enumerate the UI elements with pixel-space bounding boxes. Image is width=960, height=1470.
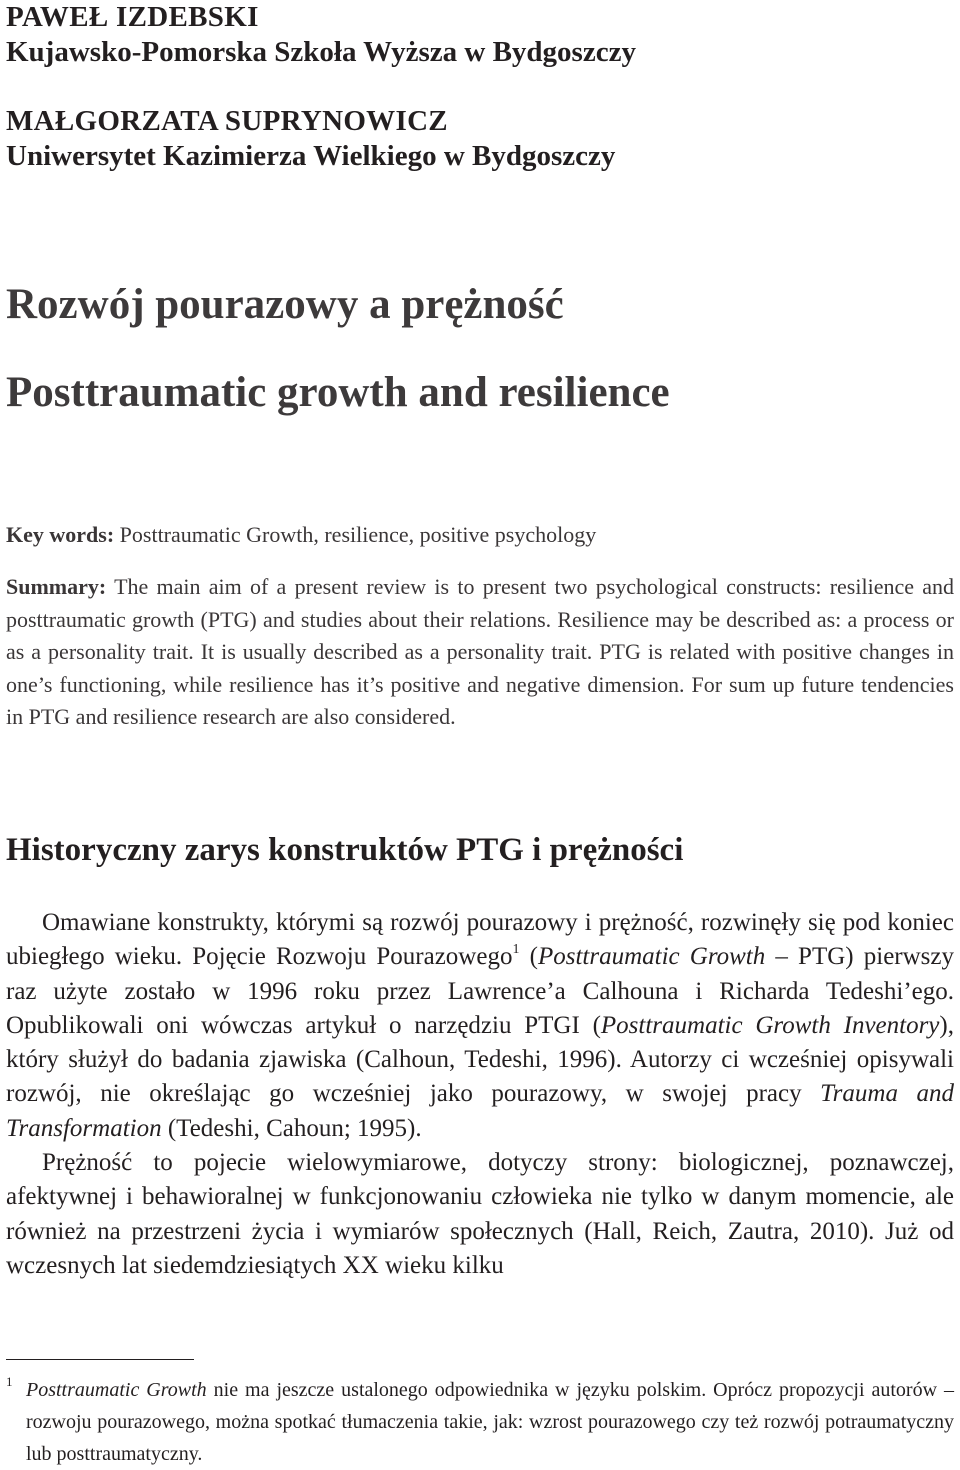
footnote-number: 1 — [6, 1374, 13, 1389]
article-title-polish: Rozwój pourazowy a prężność — [6, 281, 564, 328]
footnote-text: Posttraumatic Growth nie ma jeszcze ustalonego odpowiednika w języku polskim. Oprócz propozycji autorów – rozwoju pourazowego, można spotkać tłumaczenia takie, jak: wzrost pourazowego czy też rozwój potraumatyczny lub posttraumatyczny. — [26, 1379, 954, 1465]
body-text — [6, 906, 954, 1283]
footnote — [6, 1374, 954, 1470]
section-heading: Historyczny zarys konstruktów PTG i prężności — [6, 832, 684, 868]
author-block — [6, 104, 615, 174]
footnote-separator — [6, 1359, 194, 1360]
keywords-label: Key words: — [6, 522, 115, 547]
author-block — [6, 0, 636, 70]
summary: Summary: The main aim of a present review is to present two psychological constructs: resilience and posttraumatic growth (PTG) and studies about their relations. Resilience may be described as: a process or as a personality trait. It is usually described as a personality trait. PTG is related with positive changes in one’s functioning, while resilience has it’s positive and negative dimension. For sum up future tendencies in PTG and resilience research are also considered. — [6, 574, 955, 729]
keywords-text: Posttraumatic Growth, resilience, positive psychology — [119, 522, 597, 547]
footnote-reference[interactable]: 1 — [512, 942, 520, 958]
author-affiliation: Kujawsko-Pomorska Szkoła Wyższa w Bydgoszczy — [6, 36, 636, 68]
author-affiliation: Uniwersytet Kazimierza Wielkiego w Bydgoszczy — [6, 140, 616, 172]
keywords — [6, 519, 954, 551]
paragraph: Omawiane konstrukty, którymi są rozwój pourazowy i prężność, rozwinęły się pod koniec ubiegłego wieku. Pojęcie Rozwoju Pourazowego$^1$ (Posttraumatic Growth – PTG) pierwszy raz użyte zostało w 1996 roku przez Lawrence’a Calhouna i Richarda Tedeshi’ego. Opublikowali oni wówczas artykuł o narzędziu PTGI (Posttraumatic Growth Inventory), który służył do badania zjawiska (Calhoun, Tedeshi, 1996). Autorzy ci wcześniej opisywali rozwój, nie określając go wcześniej jako pourazowy, w swojej pracy Trauma and Transformation (Tedeshi, Cahoun; 1995). — [6, 909, 955, 1142]
summary-text: The main aim of a present review is to present two psychological constructs: resilience and posttraumatic growth (PTG) and studies about their relations. Resilience may be described as: a process or as a personality trait. It is usually described as a personality trait. PTG is related with positive changes in one’s functioning, while resilience has it’s positive and negative dimension. For sum up future tendencies in PTG and resilience research are also considered. — [6, 574, 955, 729]
paragraph: Prężność to pojecie wielowymiarowe, dotyczy strony: biologicznej, poznawczej, afektywnej i behawioralnej w funkcjonowaniu człowieka nie tylko w danym momencie, ale również na przestrzeni życia i wymiarów społecznych (Hall, Reich, Zautra, 2010). Już od wczesnych lat siedemdziesiątych XX wieku kilku — [6, 1149, 954, 1279]
article-title-english: Posttraumatic growth and resilience — [6, 369, 670, 416]
author-name: PAWEŁ IZDEBSKI — [6, 1, 259, 33]
summary-label: Summary — [6, 574, 99, 599]
author-name: MAŁGORZATA SUPRYNOWICZ — [6, 105, 448, 137]
